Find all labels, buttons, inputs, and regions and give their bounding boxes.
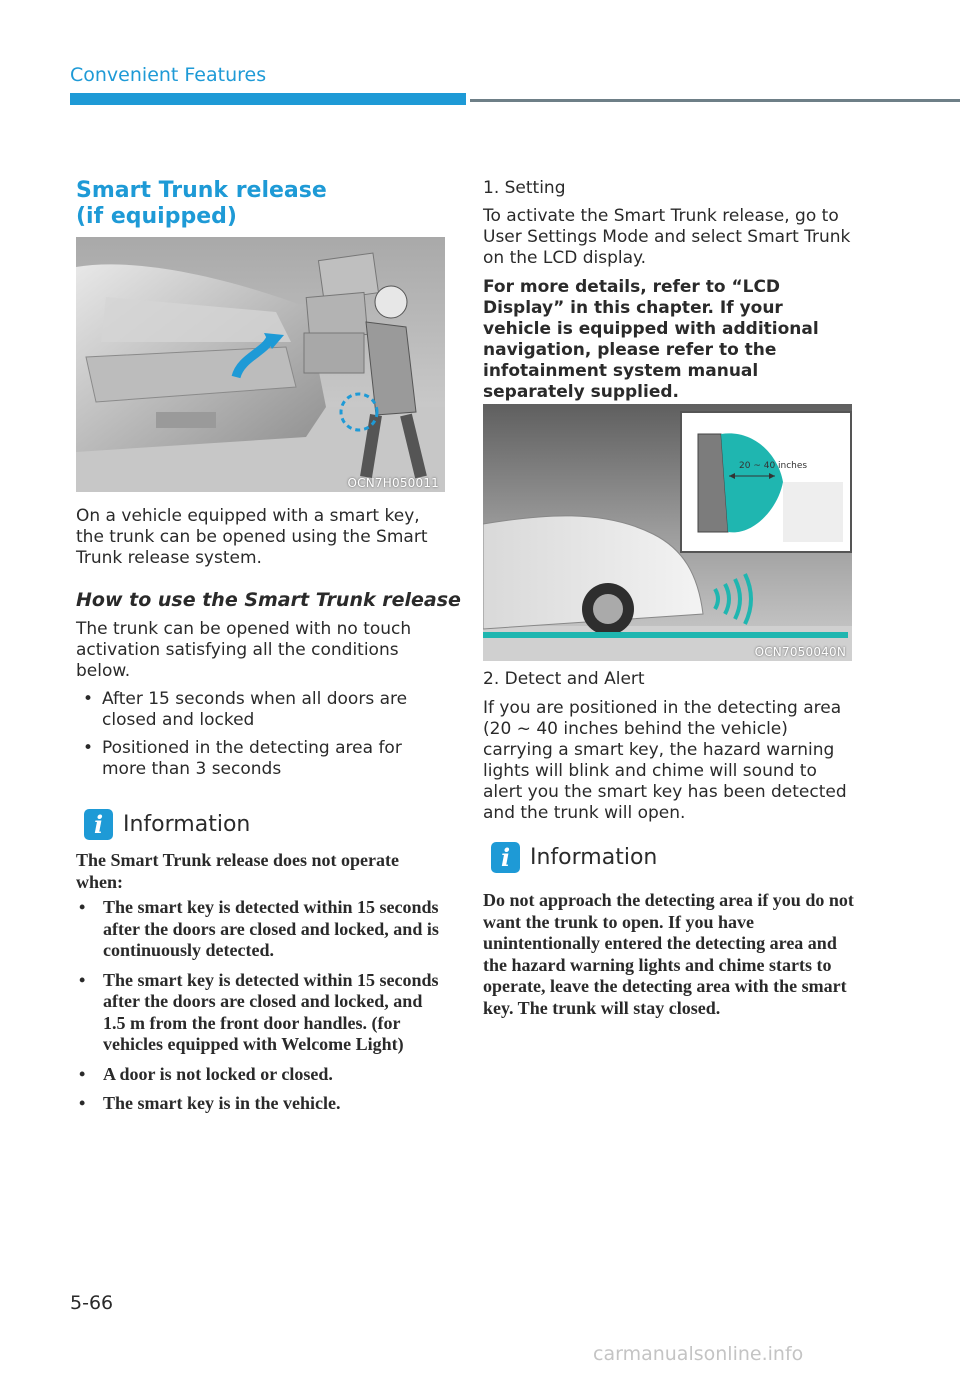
conditions-list bbox=[76, 689, 446, 787]
info-intro: The Smart Trunk release does not operate when: bbox=[76, 850, 399, 892]
car-person-illustration bbox=[76, 237, 445, 492]
info-icon: i bbox=[84, 809, 113, 840]
detecting-area-illustration bbox=[483, 404, 852, 661]
list-item: • A door is not locked or closed. bbox=[76, 1064, 446, 1086]
section-title bbox=[76, 178, 327, 230]
info-label: Information bbox=[123, 812, 251, 837]
distance-label: 20 ~ 40 inches bbox=[739, 461, 808, 471]
step2-paragraph: If you are positioned in the detecting area (20 ~ 40 inches behind the vehicle) carrying a smart key, the hazard warning lights will blink and chime will sound to alert you the smart key has been detected and the trunk will open. bbox=[483, 698, 847, 823]
section-title-line1: Smart Trunk release bbox=[76, 178, 327, 203]
info-icon: i bbox=[491, 842, 520, 873]
intro-paragraph: On a vehicle equipped with a smart key, the trunk can be opened using the Smart Trunk release system. bbox=[76, 506, 428, 568]
list-item: • The smart key is in the vehicle. bbox=[76, 1093, 446, 1115]
chapter-title: Convenient Features bbox=[70, 64, 267, 86]
step1-title: 1. Setting bbox=[483, 178, 566, 198]
watermark: carmanualsonline.info bbox=[593, 1343, 804, 1365]
how-to-heading: How to use the Smart Trunk release bbox=[76, 589, 461, 611]
list-item: • The smart key is detected within 15 seconds after the doors are closed and locked, and 1.5 m from the front door handles. (for vehicles equipped with Welcome Light) bbox=[76, 970, 446, 1056]
car-detection-illustration bbox=[483, 404, 852, 661]
list-item: • Positioned in the detecting area for more than 3 seconds bbox=[76, 738, 446, 780]
info-heading bbox=[84, 809, 250, 840]
step1-note: For more details, refer to “LCD Display” in this chapter. If your vehicle is equipped with additional navigation, please refer to the infotainment system manual separately supplied. bbox=[483, 277, 819, 402]
step1-paragraph: To activate the Smart Trunk release, go to User Settings Mode and select Smart Trunk on the LCD display. bbox=[483, 206, 851, 268]
header-rule-accent bbox=[70, 93, 466, 105]
info-list bbox=[76, 897, 446, 1123]
section-title-line2: (if equipped) bbox=[76, 204, 237, 229]
info-paragraph: Do not approach the detecting area if you do not want the trunk to open. If you have unintentionally entered the detecting area and the hazard warning lights and chime starts to operate, leave the detecting area with the smart key. The trunk will stay closed. bbox=[483, 890, 854, 1018]
info-heading bbox=[491, 842, 657, 873]
list-item: • After 15 seconds when all doors are closed and locked bbox=[76, 689, 446, 731]
list-item: • The smart key is detected within 15 seconds after the doors are closed and locked, and is continuously detected. bbox=[76, 897, 446, 962]
header-rule bbox=[470, 99, 960, 102]
smart-trunk-illustration bbox=[76, 237, 445, 492]
figure-code: OCN7050040N bbox=[754, 645, 846, 659]
how-to-paragraph: The trunk can be opened with no touch activation satisfying all the conditions below. bbox=[76, 619, 412, 681]
page-number: 5-66 bbox=[70, 1292, 114, 1314]
step2-title: 2. Detect and Alert bbox=[483, 669, 645, 689]
info-label: Information bbox=[530, 845, 658, 870]
figure-code: OCN7H050011 bbox=[347, 476, 439, 490]
